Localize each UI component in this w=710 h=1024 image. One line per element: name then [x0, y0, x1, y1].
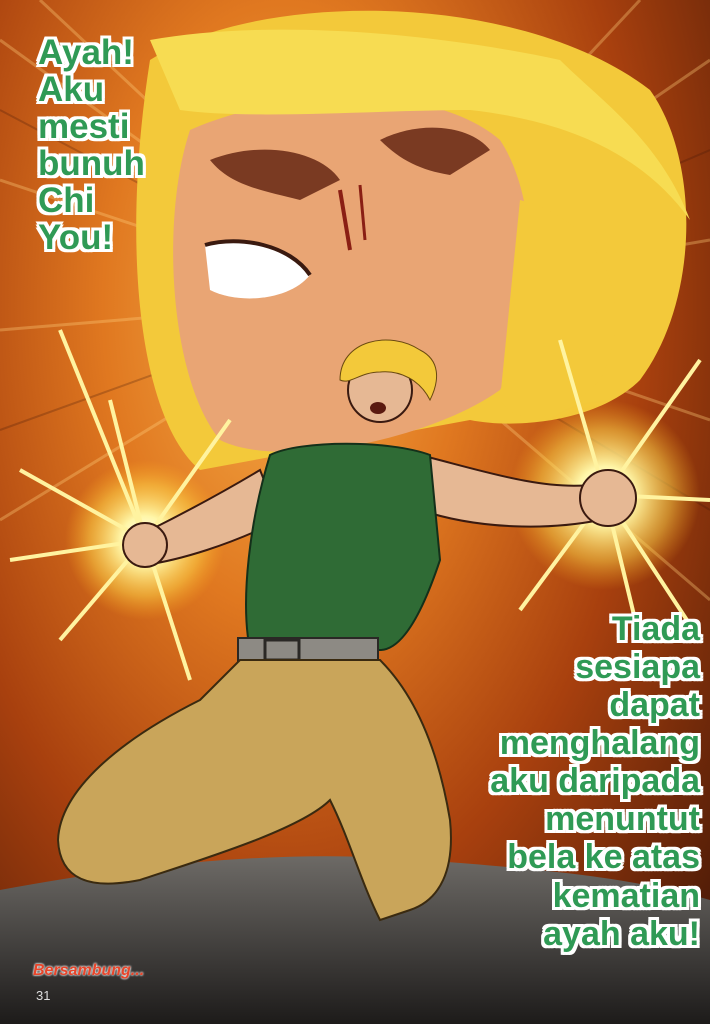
- right-fist: [580, 470, 636, 526]
- page-number: 31: [36, 988, 51, 1003]
- speech-caption-top-left: Ayah! Aku mesti bunuh Chi You!: [38, 33, 145, 258]
- speech-caption-bottom-right: Tiada sesiapa dapat menghalang aku daripada menuntut bela ke atas kematian ayah aku!: [490, 610, 700, 953]
- to-be-continued-label: Bersambung...: [33, 962, 145, 979]
- left-fist: [123, 523, 167, 567]
